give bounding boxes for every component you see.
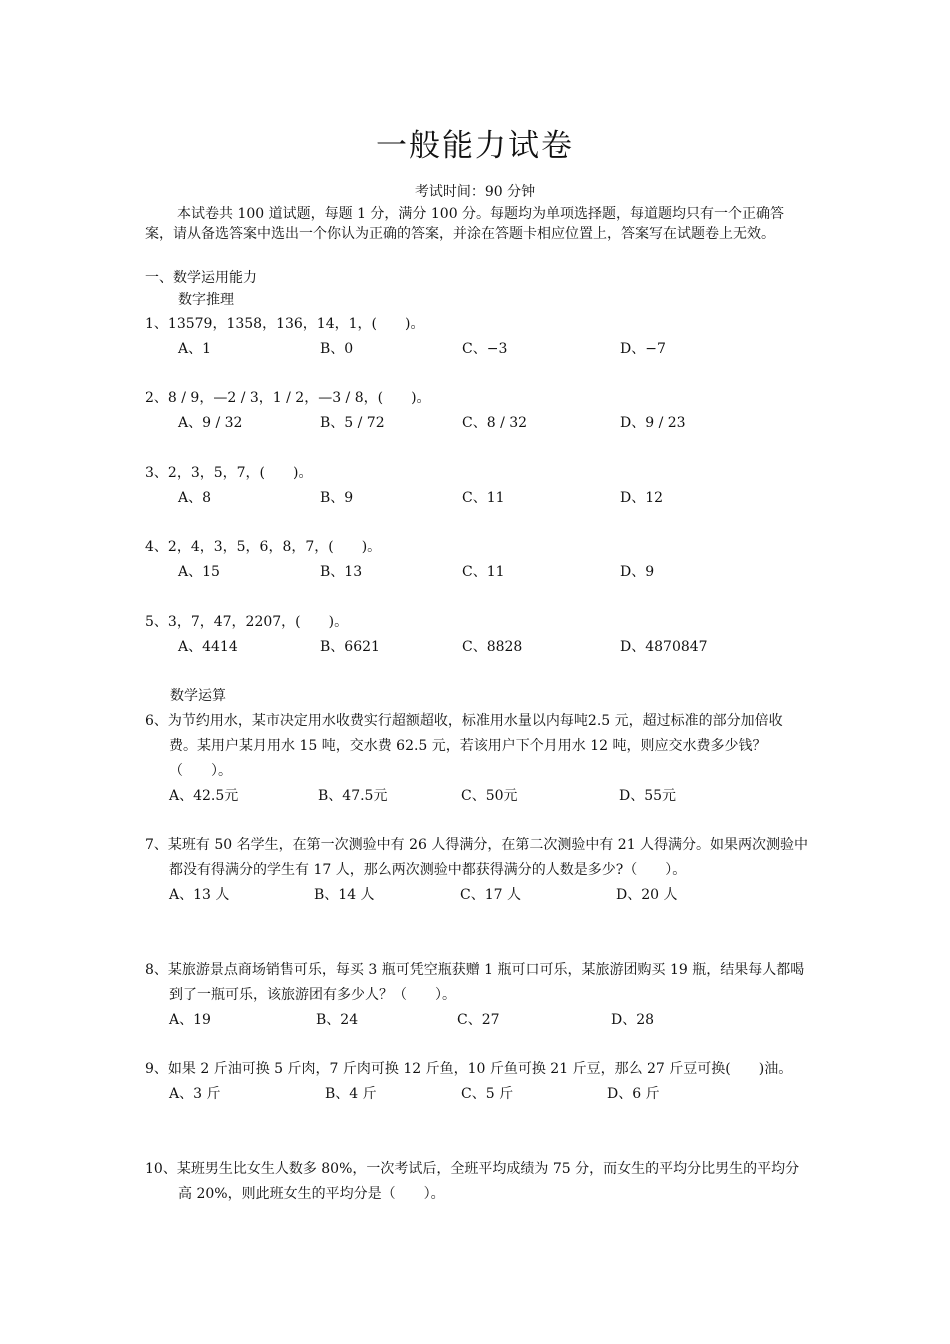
- option-b: B、24: [316, 1012, 359, 1028]
- option-b: B、13: [320, 564, 363, 580]
- section-heading: 一、数学运用能力: [145, 270, 257, 286]
- option-b: B、47.5元: [318, 788, 388, 804]
- option-b: B、6621: [320, 639, 380, 655]
- option-b: B、0: [320, 341, 354, 357]
- question-stem: 8、某旅游景点商场销售可乐，每买 3 瓶可凭空瓶获赠 1 瓶可口可乐，某旅游团购买 19 瓶，结果每人都喝到了一瓶可乐，该旅游团有多少人？（ ）。: [145, 962, 805, 1003]
- option-d: D、4870847: [620, 639, 708, 655]
- option-c: C、17 人: [460, 887, 521, 903]
- question-stem: 10、某班男生比女生人数多 80%，一次考试后，全班平均成绩为 75 分，而女生的平均分比男生的平均分高 20%，则此班女生的平均分是（ ）。: [145, 1161, 800, 1202]
- question-stem: 9、如果 2 斤油可换 5 斤肉，7 斤肉可换 12 斤鱼，10 斤鱼可换 21 斤豆，那么 27 斤豆可换( )油。: [145, 1061, 793, 1077]
- question-4: [145, 535, 810, 585]
- option-a: A、9 / 32: [178, 415, 243, 431]
- question-stem: 6、为节约用水，某市决定用水收费实行超额超收，标准用水量以内每吨2.5 元，超过标准的部分加倍收费。某用户某月用水 15 吨，交水费 62.5 元，若该用户下个月用水 12 吨，则应交水费多少钱？（ ）。: [145, 713, 783, 779]
- option-a: A、3 斤: [169, 1086, 221, 1102]
- question-stem: 3、2，3，5，7，( )。: [145, 465, 313, 481]
- option-c: C、11: [462, 564, 505, 580]
- option-d: D、9 / 23: [620, 415, 686, 431]
- option-d: D、−7: [620, 341, 666, 357]
- option-c: C、11: [462, 490, 505, 506]
- question-stem: 7、某班有 50 名学生，在第一次测验中有 26 人得满分，在第二次测验中有 21 人得满分。如果两次测验中都没有得满分的学生有 17 人，那么两次测验中都获得满分的人数是多少?（ ）。: [145, 837, 809, 878]
- option-d: D、9: [620, 564, 655, 580]
- option-b: B、4 斤: [325, 1086, 377, 1102]
- option-d: D、28: [611, 1012, 655, 1028]
- question-10: [145, 1157, 810, 1207]
- option-a: A、13 人: [169, 887, 230, 903]
- option-b: B、9: [320, 490, 354, 506]
- option-a: A、1: [178, 341, 212, 357]
- option-d: D、20 人: [616, 887, 678, 903]
- option-a: A、19: [169, 1012, 211, 1028]
- option-a: A、8: [178, 490, 212, 506]
- question-stem: 5、3，7，47，2207，( )。: [145, 614, 349, 630]
- question-2: [145, 386, 810, 436]
- question-6: [145, 709, 810, 809]
- page-title: 一般能力试卷: [376, 128, 574, 164]
- question-stem: 2、8 / 9，—2 / 3，1 / 2，—3 / 8，( )。: [145, 390, 431, 406]
- subsection-number-reasoning: 数字推理: [178, 292, 234, 308]
- question-stem: 1、13579，1358，136，14，1，( )。: [145, 316, 425, 332]
- subsection-math-operations: 数学运算: [170, 688, 226, 704]
- option-b: B、5 / 72: [320, 415, 385, 431]
- question-1: [145, 312, 810, 362]
- question-stem: 4、2，4，3，5，6，8，7，( )。: [145, 539, 382, 555]
- exam-time: 考试时间：90 分钟: [414, 184, 536, 200]
- question-8: [145, 958, 810, 1033]
- option-a: A、15: [178, 564, 220, 580]
- exam-instructions: 本试卷共 100 道试题，每题 1 分，满分 100 分。每题均为单项选择题，每道题均只有一个正确答案，请从备选答案中选出一个你认为正确的答案，并涂在答题卡相应位置上，答案写在试题卷上无效。: [145, 206, 785, 242]
- option-a: A、42.5元: [169, 788, 239, 804]
- option-c: C、8828: [462, 639, 523, 655]
- option-c: C、5 斤: [461, 1086, 514, 1102]
- question-9: [145, 1057, 810, 1107]
- option-d: D、55元: [619, 788, 677, 804]
- question-7: [145, 833, 810, 908]
- option-c: C、8 / 32: [462, 415, 528, 431]
- option-d: D、12: [620, 490, 664, 506]
- option-b: B、14 人: [314, 887, 375, 903]
- option-d: D、6 斤: [607, 1086, 660, 1102]
- option-c: C、−3: [462, 341, 508, 357]
- option-c: C、27: [457, 1012, 500, 1028]
- option-a: A、4414: [178, 639, 238, 655]
- question-3: [145, 461, 810, 511]
- question-5: [145, 610, 810, 660]
- option-c: C、50元: [461, 788, 518, 804]
